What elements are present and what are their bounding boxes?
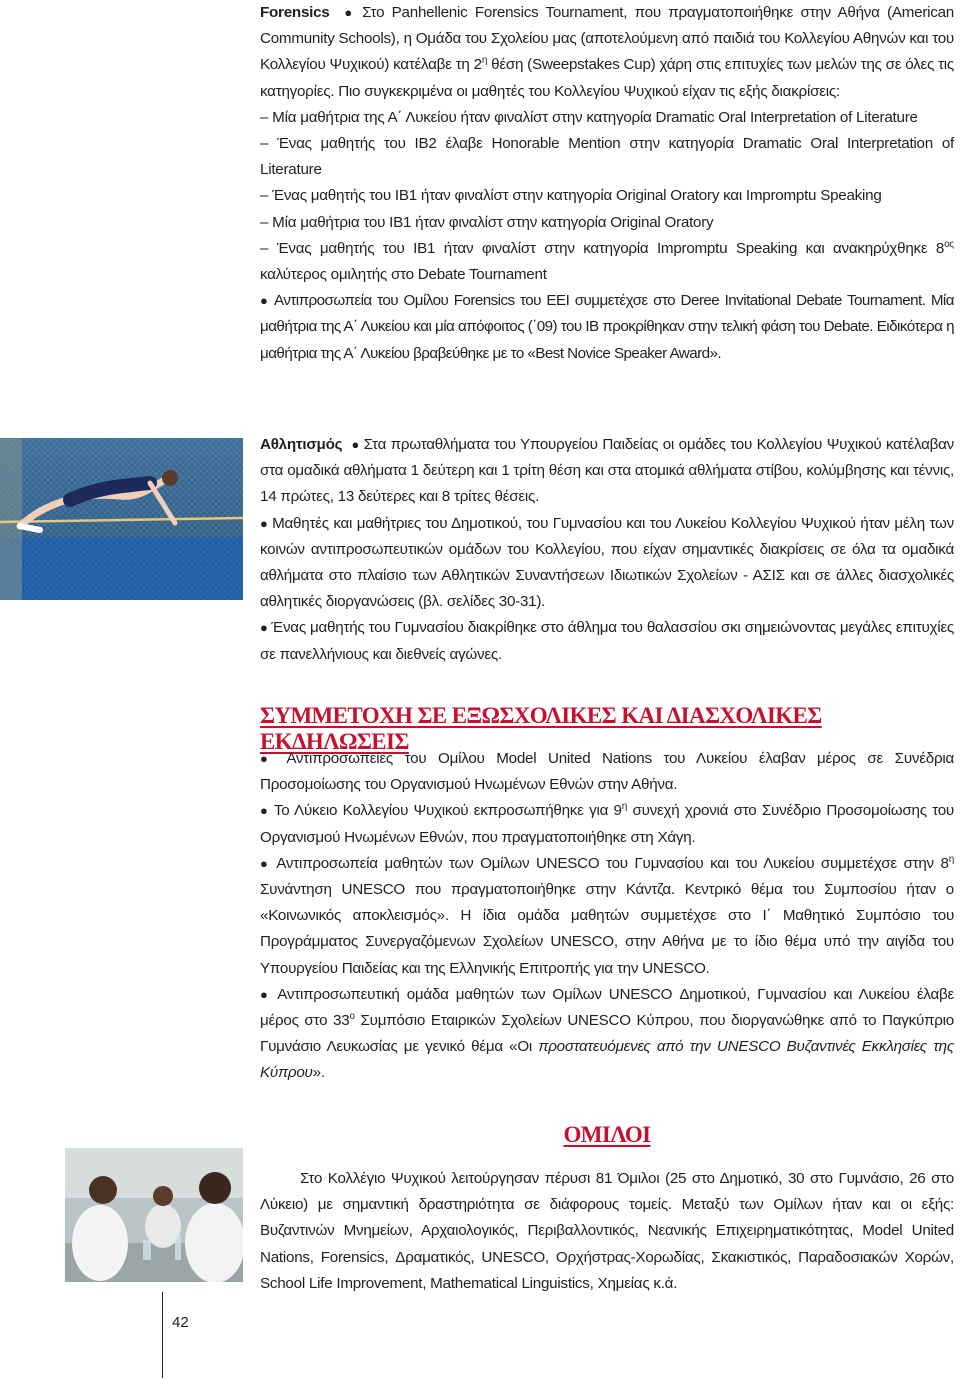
lab-photo xyxy=(65,1148,243,1282)
high-jump-image xyxy=(0,438,243,600)
sports-label: Αθλητισμός xyxy=(260,436,343,453)
sports-bullet: ● Μαθητές και μαθήτριες του Δημοτικού, του Γυμνασίου και του Λυκείου Κολλεγίου Ψυχικού ήταν μέλη των κοινών αντιπροσωπευτικών ομάδων του Κολλεγίου, που είχαν σημαντικές διακρίσεις σε όλα τα ομαδικά αθλήματα στο πλαίσιο των Αθλητικών Συναντήσεων Ιδιωτικών Σχολείων - ΑΣΙΣ και σε άλλες διασχολικές αθλητικές διοργανώσεις (βλ. σελίδες 30-31). xyxy=(260,511,954,616)
forensics-paragraph: Forensics ● Στο Panhellenic Forensics Tournament, που πραγματοποιήθηκε στην Αθήνα (American Community Schools), η Ομάδα του Σχολείου μας (αποτελούμενη από παιδιά του Κολλεγίου Αθηνών και του Κολλεγίου Ψυχικού) κατέλαβε τη $2^\eta$ θέση (Sweepstakes Cup) χάρη στις επιτυχίες των μελών της σε όλες τις κατηγορίες. Πιο συγκεκριμένα οι μαθητές του Κολλεγίου Ψυχικού είχαν τις εξής διακρίσεις: xyxy=(260,0,954,105)
forensics-item: – Μία μαθήτρια του ΙΒ1 ήταν φιναλίστ στην κατηγορία Original Oratory xyxy=(260,213,714,231)
sports-bullet: ● Ένας μαθητής του Γυμνασίου διακρίθηκε στο άθλημα του θαλασσίου σκι σημειώνοντας μεγάλες επιτυχίες σε πανελλήνιους και διεθνείς αγώνες. xyxy=(260,615,954,667)
forensics-item: – Ένας μαθητής του ΙΒ1 ήταν φιναλίστ στην κατηγορία Original Oratory και Impromptu Speaking xyxy=(260,187,882,205)
events-paragraph: ● Αντιπροσωπευτική ομάδα μαθητών των Ομίλων UNESCO Δημοτικού, Γυμνασίου και Λυκείου έλαβε μέρος στο $33^o$ Συμπόσιο Εταιρικών Σχολείων UNESCO Κύπρου, που διοργανώθηκε από το Παγκύπριο Γυμνάσιο Λευκωσίας με γενικό θέμα «Οι προστατευόμενες από την UNESCO Βυζαντινές Εκκλησίες της Κύπρου». xyxy=(260,982,954,1087)
high-jump-photo xyxy=(0,438,243,600)
events-section xyxy=(260,746,954,1087)
forensics-item: – Ένας μαθητής του ΙΒ1 ήταν φιναλίστ στην κατηγορία Impromptu Speaking και ανακηρύχθηκε $8^{o\varsigma}$ καλύτερος ομιλητής στο Debate Tournament xyxy=(260,238,954,284)
page-number: 42 xyxy=(172,1314,189,1331)
events-paragraph: ● Αντιπροσωπεία μαθητών των Ομίλων UNESCO του Γυμνασίου και του Λυκείου συμμετέχσε στην $8^\eta$ Συνάντηση UNESCO που πραγματοποιήθηκε στην Κάντζα. Κεντρικό θέμα του Συμποσίου ήταν ο «Κοινωνικός αποκλεισμός». Η ίδια ομάδα μαθητών συμμετέχσε στο Ι΄ Μαθητικό Συμπόσιο του Προγράμματος Συνεργαζόμενων Σχολείων UNESCO, στην Αθήνα με το ίδιο θέμα υπό την αιγίδα του Υπουργείου Παιδείας και της Ελληνικής Επιτροπής για την UNESCO. xyxy=(260,851,954,982)
deree-paragraph: ● Αντιπροσωπεία του Ομίλου Forensics του ΕΕΙ συμμετέχσε στο Deree Invitational Debate Tournament. Μία μαθήτρια της Α΄ Λυκείου και μία απόφοιτος (΄09) του ΙΒ προκρίθηκαν στην τελική φάση του Debate. Ειδικότερα η μαθήτρια της Α΄ Λυκείου βραβεύθηκε με το «Best Novice Speaker Award». xyxy=(260,288,954,367)
clubs-heading: ΟΜΙΛΟΙ xyxy=(563,1122,651,1147)
page-number-rule xyxy=(162,1292,163,1378)
sports-section xyxy=(260,432,954,668)
events-paragraph: ● Αντιπροσωπείες του Ομίλου Model United Nations του Λυκείου έλαβαν μέρος σε Συνέδρια Προσομοίωσης του Οργανισμού Ηνωμένων Εθνών στην Αθήνα. xyxy=(260,746,954,798)
forensics-item: – Μία μαθήτρια της Α΄ Λυκείου ήταν φιναλίστ στην κατηγορία Dramatic Oral Interpretation of Literature xyxy=(260,108,918,126)
forensics-section xyxy=(260,0,954,367)
forensics-item: – Ένας μαθητής του ΙΒ2 έλαβε Honorable Mention στην κατηγορία Dramatic Oral Interpretation of Literature xyxy=(260,135,954,179)
lab-image xyxy=(65,1148,243,1282)
events-heading: ΣΥΜΜΕΤΟΧΗ ΣΕ ΕΞΩΣΧΟΛΙΚΕΣ ΚΑΙ ΔΙΑΣΧΟΛΙΚΕΣ ΕΚΔΗΛΩΣΕΙΣ xyxy=(260,703,822,754)
sports-paragraph: Αθλητισμός ● Στα πρωταθλήματα του Υπουργείου Παιδείας οι ομάδες του Κολλεγίου Ψυχικού κατέλαβαν στα ομαδικά αθλήματα 1 δεύτερη και 1 τρίτη θέση και στα ατομικά αθλήματα στίβου, κολύμβησης και τέννις, 14 πρώτες, 13 δεύτερες και 8 τρίτες θέσεις. xyxy=(260,432,954,511)
forensics-label: Forensics xyxy=(260,4,330,21)
clubs-paragraph: Στο Κολλέγιο Ψυχικού λειτούργησαν πέρυσι 81 Όμιλοι (25 στο Δημοτικό, 30 στο Γυμνάσιο, 26 στο Λύκειο) με σημαντική δραστηριότητα σε διάφορους τομείς. Μεταξύ των Ομίλων ήταν και οι εξής: Βυζαντινών Μνημείων, Αρχαιολογικός, Περιβαλλοντικός, Νεανικής Επιχειρηματικότητας, Model United Nations, Forensics, Δραματικός, UNESCO, Ορχήστρας-Χορωδίας, Σκακιστικός, Παραδοσιακών Χορών, School Life Improvement, Mathematical Linguistics, Χημείας κ.ά. xyxy=(260,1170,954,1292)
events-paragraph: ● Το Λύκειο Κολλεγίου Ψυχικού εκπροσωπήθηκε για $9^\eta$ συνεχή χρονιά στο Συνέδριο Προσομοίωσης του Οργανισμού Ηνωμένων Εθνών, που πραγματοποιήθηκε στη Χάγη. xyxy=(260,798,954,850)
clubs-section xyxy=(260,1166,954,1297)
